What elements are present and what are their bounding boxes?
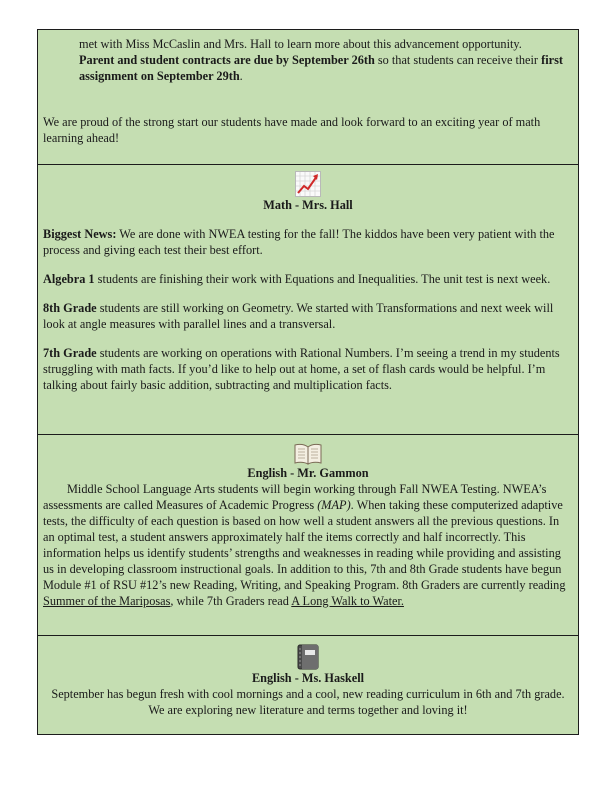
- seventh-grade-paragraph: 7th Grade students are working on operations with Rational Numbers. I’m seeing a trend in my students struggling with math facts. If you’d like to help out at home, a set of flash cards would be helpful. I’m talking about fairly basic addition, subtracting and multiplication facts.: [43, 346, 560, 392]
- closing-paragraph: We are proud of the strong start our students have made and look forward to an exciting year of math learning ahead!: [43, 115, 541, 145]
- advancement-info: [43, 36, 573, 84]
- math-update-continued: [38, 30, 578, 165]
- biggest-news-paragraph: Biggest News: We are done with NWEA testing for the fall! The kiddos have been very patient with the process and giving each test their best effort.: [43, 227, 555, 257]
- english-gammon-section: [38, 435, 578, 636]
- notebook-icon: [297, 644, 319, 670]
- open-book-icon: [294, 443, 322, 465]
- book-title-long-walk: A Long Walk to Water.: [291, 594, 404, 608]
- book-title-mariposas: Summer of the Mariposas: [43, 594, 171, 608]
- math-section: [38, 165, 578, 435]
- eighth-grade-paragraph: 8th Grade students are still working on Geometry. We started with Transformations and next week will look at angle measures with parallel lines and a transversal.: [43, 301, 554, 331]
- english-haskell-paragraph: September has begun fresh with cool mornings and a cool, new reading curriculum in 6th and 7th grade. We are exploring new literature and terms together and loving it!: [51, 687, 565, 717]
- english-haskell-section: [38, 636, 578, 734]
- algebra-paragraph: Algebra 1 students are finishing their work with Equations and Inequalities. The unit test is next week.: [43, 272, 551, 286]
- math-heading: Math - Mrs. Hall: [263, 198, 353, 212]
- english-gammon-heading: English - Mr. Gammon: [247, 466, 369, 480]
- advancement-line: met with Miss McCaslin and Mrs. Hall to learn more about this advancement opportunity.: [79, 37, 522, 51]
- english-gammon-paragraph: Middle School Language Arts students will begin working through Fall NWEA Testing. NWEA’s assessments are called Measures of Academic Progress (MAP). When taking these computerized adaptive tests, the difficulty of each question is based on how well a student answers all the previous questions. In an optimal test, a student answers approximately half the items correctly and half incorrectly. This information helps us identify students’ strengths and weaknesses in reading while providing and assisting us in developing classroom instructional goals. In addition to this, 7th and 8th Grade students have begun Module #1 of RSU #12’s new Reading, Writing, and Speaking Program. 8th Graders are currently reading Summer of the Mariposas, while 7th Graders read A Long Walk to Water.: [43, 482, 566, 608]
- chart-increasing-icon: [295, 171, 321, 197]
- newsletter-table: [37, 29, 579, 735]
- english-haskell-heading: English - Ms. Haskell: [251, 671, 365, 685]
- contracts-due-line: Parent and student contracts are due by September 26th so that students can receive their first assignment on September 29th.: [79, 53, 563, 83]
